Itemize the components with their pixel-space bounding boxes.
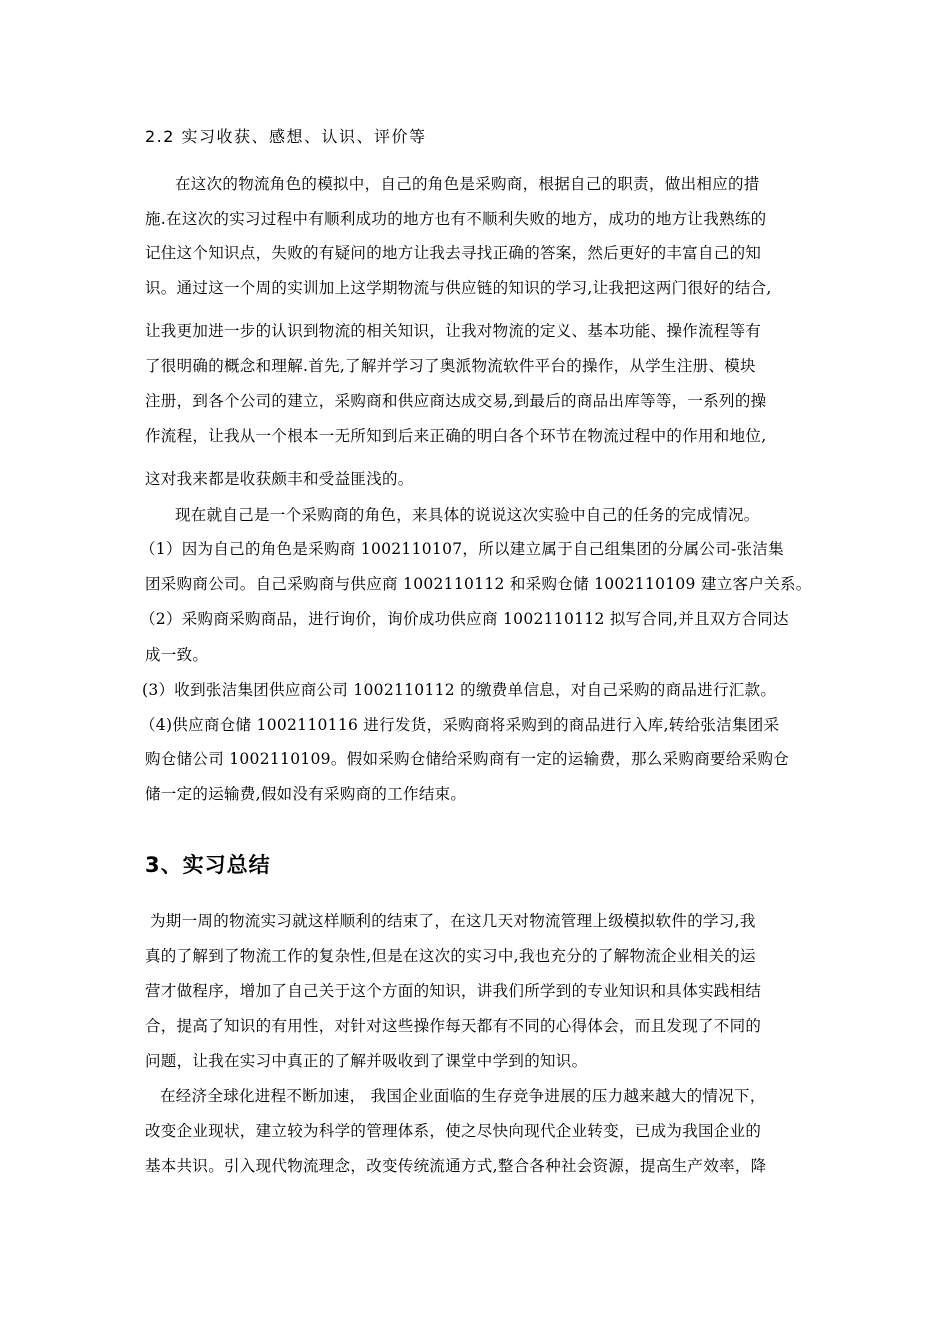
paragraph-line: 营才做程序，增加了自己关于这个方面的知识，讲我们所学到的专业知识和具体实践相结 [145,982,762,1000]
paragraph-line: 改变企业现状，建立较为科学的管理体系，使之尽快向现代企业转变，已成为我国企业的 [145,1122,762,1140]
section-heading-2-2: 2.2 实习收获、感想、认识、评价等 [145,127,427,146]
section-heading-3: 3、实习总结 [145,853,271,877]
paragraph-line: 让我更加进一步的认识到物流的相关知识，让我对物流的定义、基本功能、操作流程等有 [145,322,762,340]
paragraph-line: 基本共识。引入现代物流理念，改变传统流通方式,整合各种社会资源，提高生产效率，降 [145,1157,767,1175]
paragraph-line: 购仓储公司 1002110109。假如采购仓储给采购商有一定的运输费，那么采购商要给采购仓 [145,750,790,768]
paragraph-line: 团采购商公司。自己采购商与供应商 1002110112 和采购仓储 1002110109 建立客户关系。 [145,575,812,593]
paragraph-line: 现在就自己是一个采购商的角色，来具体的说说这次实验中自己的任务的完成情况。 [175,506,760,524]
list-item: （1）因为自己的角色是采购商 1002110107，所以建立属于自己组集团的分属公司-张洁集 [140,540,784,558]
paragraph-line: 记住这个知识点，失败的有疑问的地方让我去寻找正确的答案，然后更好的丰富自己的知 [145,244,762,262]
list-item: （4)供应商仓储 1002110116 进行发货，采购商将采购到的商品进行入库,转给张洁集团采 [140,716,780,734]
paragraph-line: 在经济全球化进程不断加速， 我国企业面临的生存竞争进展的压力越来越大的情况下， [160,1087,766,1105]
paragraph-line: 合，提高了知识的有用性，对针对这些操作每天都有不同的心得体会，而且发现了不同的 [145,1017,762,1035]
paragraph-line: 储一定的运输费,假如没有采购商的工作结束。 [145,785,467,803]
paragraph-line: 施.在这次的实习过程中有顺利成功的地方也有不顺利失败的地方，成功的地方让我熟练的 [145,210,767,228]
list-item: （2）采购商采购商品，进行询价，询价成功供应商 1002110112 拟写合同,并且双方合同达 [140,610,789,628]
paragraph-line: 为期一周的物流实习就这样顺利的结束了，在这几天对物流管理上级模拟软件的学习,我 [150,912,756,930]
list-item: (3）收到张洁集团供应商公司 1002110112 的缴费单信息，对自己采购的商品进行汇款。 [142,681,777,699]
paragraph-line: 识。通过这一个周的实训加上这学期物流与供应链的知识的学习,让我把这两门很好的结合, [145,279,772,297]
paragraph-line: 作流程，让我从一个根本一无所知到后来正确的明白各个环节在物流过程中的作用和地位, [145,427,767,445]
paragraph-line: 问题，让我在实习中真正的了解并吸收到了课堂中学到的知识。 [145,1052,588,1070]
paragraph-line: 了很明确的概念和理解.首先,了解并学习了奥派物流软件平台的操作，从学生注册、模块 [145,357,756,375]
paragraph-line: 成一致。 [145,646,209,664]
paragraph-line: 这对我来都是收获颇丰和受益匪浅的。 [145,470,414,488]
paragraph-line: 注册，到各个公司的建立，采购商和供应商达成交易,到最后的商品出库等等，一系列的操 [145,392,767,410]
paragraph-line: 真的了解到了物流工作的复杂性,但是在这次的实习中,我也充分的了解物流企业相关的运 [145,947,756,965]
paragraph-line: 在这次的物流角色的模拟中，自己的角色是采购商，根据自己的职责，做出相应的措 [175,175,760,193]
